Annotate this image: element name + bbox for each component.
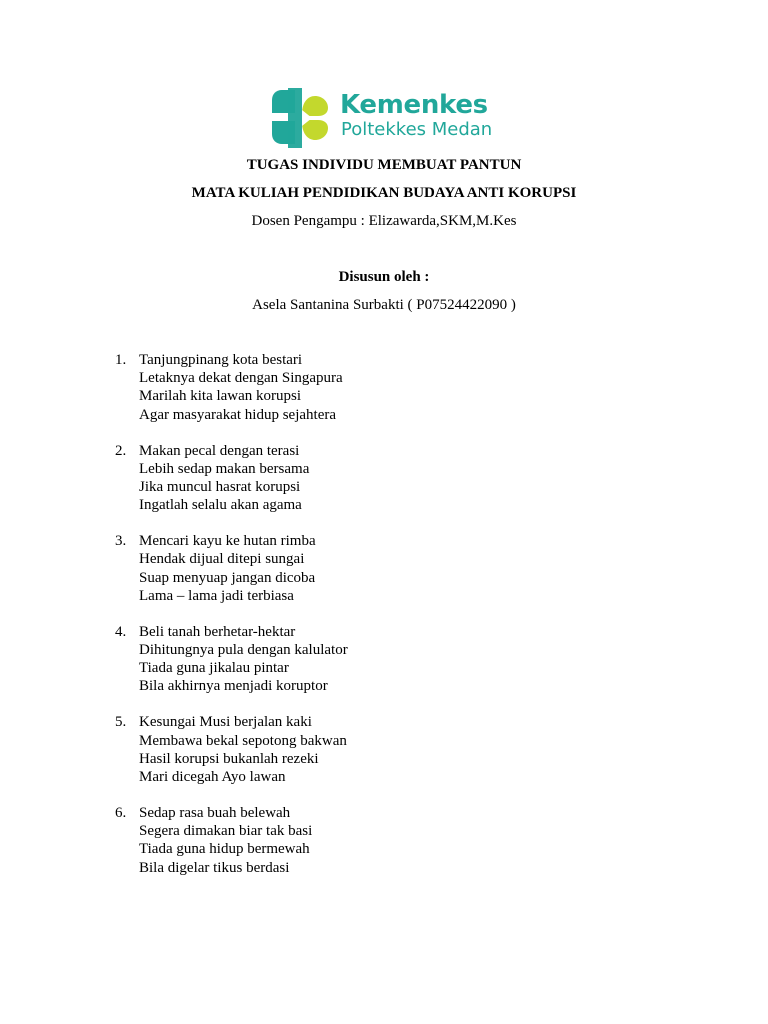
logo-brand-text: Kemenkes <box>340 90 488 120</box>
pantun-line: Suap menyuap jangan dicoba <box>139 569 316 586</box>
pantun-line: Hendak dijual ditepi sungai <box>139 551 305 568</box>
pantun-line: Mari dicegah Ayo lawan <box>139 769 286 785</box>
pantun-number: 3. <box>115 533 127 550</box>
pantun-lines <box>139 623 348 696</box>
pantun-number: 5. <box>115 714 127 731</box>
pantun-line: Mencari kayu ke hutan rimba <box>139 533 316 550</box>
pantun-line: Letaknya dekat dengan Singapura <box>139 370 343 387</box>
logo-stem <box>288 88 302 148</box>
pantun-lines <box>139 351 343 424</box>
pantun-line: Beli tanah berhetar-hektar <box>139 623 296 640</box>
course-title: MATA KULIAH PENDIDIKAN BUDAYA ANTI KORUPSI <box>191 185 577 201</box>
pantun-line: Sedap rasa buah belewah <box>139 805 291 821</box>
pantun-line: Lebih sedap makan bersama <box>139 460 310 477</box>
pantun-lines <box>139 532 316 605</box>
kemenkes-logo <box>268 86 508 150</box>
pantun-line: Jika muncul hasrat korupsi <box>139 479 301 495</box>
pantun-number: 2. <box>115 442 127 459</box>
pantun-line: Makan pecal dengan terasi <box>139 442 300 459</box>
pantun-line: Bila akhirnya menjadi koruptor <box>139 678 328 695</box>
pantun-number: 6. <box>115 805 127 821</box>
pantun-lines <box>139 804 312 877</box>
compiled-by-label: Disusun oleh : <box>338 269 430 285</box>
author-line: Asela Santanina Surbakti ( P07524422090 ) <box>252 297 516 313</box>
pantun-line: Bila digelar tikus berdasi <box>139 859 290 876</box>
pantun-line: Ingatlah selalu akan agama <box>139 497 302 514</box>
logo-leaf-right-bottom <box>302 120 328 140</box>
pantun-line: Dihitungnya pula dengan kalulator <box>139 642 348 658</box>
kemenkes-logo-icon <box>268 86 332 150</box>
pantun-lines <box>139 442 309 515</box>
pantun-line: Tiada guna jikalau pintar <box>139 660 289 677</box>
logo-institution-text: Poltekkes Medan <box>341 119 493 140</box>
pantun-line: Agar masyarakat hidup sejahtera <box>139 406 336 423</box>
pantun-number: 1. <box>115 352 127 368</box>
pantun-number: 4. <box>115 623 127 640</box>
lecturer-line: Dosen Pengampu : Elizawarda,SKM,M.Kes <box>251 213 517 229</box>
pantun-line: Tanjungpinang kota bestari <box>139 352 303 368</box>
pantun-line: Lama – lama jadi terbiasa <box>139 587 294 604</box>
pantun-line: Marilah kita lawan korupsi <box>139 388 302 405</box>
pantun-line: Hasil korupsi bukanlah rezeki <box>139 750 319 767</box>
pantun-line: Kesungai Musi berjalan kaki <box>139 714 312 731</box>
pantun-lines <box>139 713 347 786</box>
pantun-line: Segera dimakan biar tak basi <box>139 823 313 840</box>
logo-leaf-right-top <box>302 96 328 116</box>
pantun-line: Tiada guna hidup bermewah <box>139 841 310 858</box>
document-title: TUGAS INDIVIDU MEMBUAT PANTUN <box>246 157 522 173</box>
pantun-line: Membawa bekal sepotong bakwan <box>139 732 347 749</box>
